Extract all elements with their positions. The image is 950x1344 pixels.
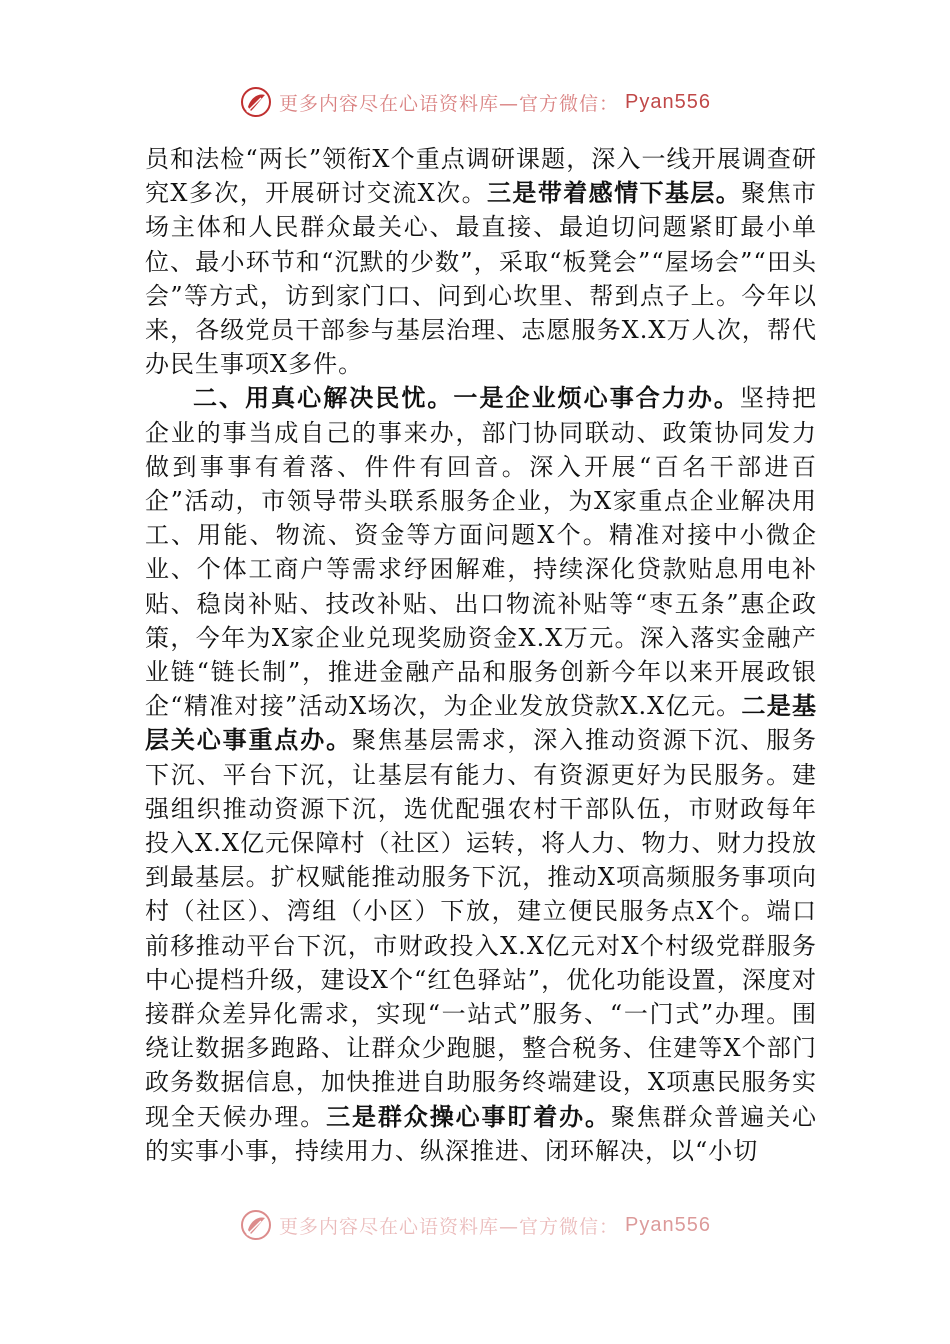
text-run: 聚焦市场主体和人民群众最关心、最直接、最迫切问题紧盯最小单位、最小环节和“沉默的少数”，采取“板凳会”“屋场会”“田头会”等方式，访到家门口、问到心坎里、帮到点子上。今年以来，各级党员干部参与基层治理、志愿服务X.X万人次，帮代办民生事项X多件。 — [145, 179, 818, 379]
watermark-top — [0, 84, 950, 120]
text-run: 聚焦群众普遍关心的实事小事，持续用力、纵深推进、闭环解决，以“小切 — [145, 1102, 818, 1165]
watermark-bottom — [0, 1208, 950, 1242]
bold-heading-run: 二、用真心解决民忧。一是企业烦心事合力办。 — [193, 384, 740, 413]
bold-heading-run: 三是带着感情下基层。 — [487, 179, 742, 208]
bold-heading-run: 二是基层关心事重点办。 — [145, 692, 817, 755]
text-run: 员和法检“两长”领衔X个重点调研课题，深入一线开展调查研究X多次，开展研讨交流X次。 — [145, 145, 817, 208]
bold-heading-run: 三是群众操心事盯着办。 — [326, 1102, 611, 1131]
document-body — [145, 142, 817, 1168]
watermark-text: 更多内容尽在心语资料库—官方微信： — [279, 92, 620, 115]
watermark-wechat-id: Pyan556 — [625, 90, 711, 113]
text-run: 坚持把企业的事当成自己的事来办，部门协同联动、政策协同发力做到事事有着落、件件有回音。深入开展“百名干部进百企”活动，市领导带头联系服务企业，为X家重点企业解决用工、用能、物流、资金等方面问题X个。精准对接中小微企业、个体工商户等需求纾困解难，持续深化贷款贴息用电补贴、稳岗补贴、技改补贴、出口物流补贴等“枣五条”惠企政策，今年为X家企业兑现奖励资金X.X万元。深入落实金融产业链“链长制”，推进金融产品和服务创新今年以来开展政银企“精准对接”活动X场次，为企业发放贷款X.X亿元。 — [145, 384, 818, 721]
logo-icon — [239, 1208, 273, 1242]
paragraph — [145, 381, 817, 1168]
text-run: 聚焦基层需求，深入推动资源下沉、服务下沉、平台下沉，让基层有能力、有资源更好为民服务。建强组织推动资源下沉，选优配强农村干部队伍，市财政每年投入X.X亿元保障村（社区）运转，将人力、物力、财力投放到最基层。扩权赋能推动服务下沉，推动X项高频服务事项向村（社区）、湾组（小区）下放，建立便民服务点X个。端口前移推动平台下沉，市财政投入X.X亿元对X个村级党群服务中心提档升级，建设X个“红色驿站”，优化功能设置，深度对接群众差异化需求，实现“一站式”服务、“一门式”办理。围绕让数据多跑路、让群众少跑腿，整合税务、住建等X个部门政务数据信息，加快推进自助服务终端建设，X项惠民服务实现全天候办理。 — [145, 726, 818, 1131]
logo-icon — [239, 85, 273, 119]
watermark-text: 更多内容尽在心语资料库—官方微信： — [279, 1215, 620, 1238]
watermark-wechat-id: Pyan556 — [625, 1213, 711, 1236]
paragraph — [145, 142, 817, 381]
